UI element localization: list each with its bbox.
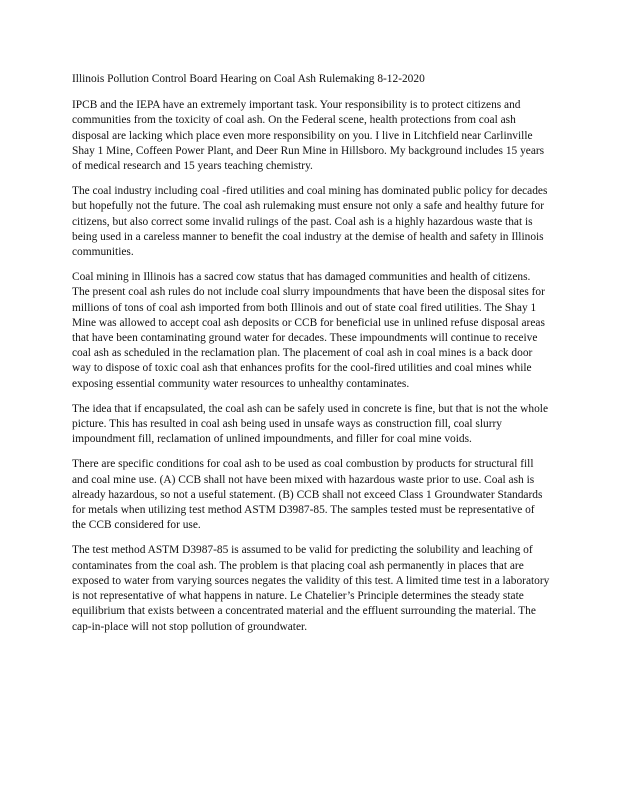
document-page [72,72,550,645]
paragraph-coal-industry: The coal industry including coal -fired utilities and coal mining has dominated public policy for decades but hopefully not the future. The coal ash rulemaking must ensure not only a safe and healthy future for citizens, but also correct some invalid rulings of the past. Coal ash is a highly hazardous waste that is being used in a careless manner to benefit the coal industry at the demise of health and safety in Illinois communities. [72,185,548,259]
paragraph-intro: IPCB and the IEPA have an extremely important task. Your responsibility is to protect citizens and communities from the toxicity of coal ash. On the Federal scene, health protections from coal ash disposal are lacking which place even more responsibility on you. I live in Litchfield near Carlinville Shay 1 Mine, Coffeen Power Plant, and Deer Run Mine in Hillsboro. My background includes 15 years of medical research and 15 years teaching chemistry. [72,99,545,173]
paragraph-conditions: There are specific conditions for coal ash to be used as coal combustion by products for structural fill and coal mine use. (A) CCB shall not have been mixed with hazardous waste prior to use. Coal ash is already hazardous, so not a useful statement. (B) CCB shall not exceed Class 1 Groundwater Standards for metals when utilizing test method ASTM D3987-85. The samples tested must be representative of the CCB considered for use. [72,458,543,532]
paragraph-encapsulation: The idea that if encapsulated, the coal ash can be safely used in concrete is fine, but that is not the whole picture. This has resulted in coal ash being used in unsafe ways as construction fill, coal slurry impoundment fill, reclamation of unlined impoundments, and filler for coal mine voids. [72,402,549,446]
document-title: Illinois Pollution Control Board Hearing on Coal Ash Rulemaking 8-12-2020 [72,73,425,85]
paragraph-test-method: The test method ASTM D3987-85 is assumed to be valid for predicting the solubility and leaching of contaminates from the coal ash. The problem is that placing coal ash permanently in places that are exposed to water from varying sources negates the validity of this test. A limited time test in a laboratory is not representative of what happens in nature. Le Chatelier’s Principle determines the steady state equilibrium that exists between a concentrated material and the effluent surrounding the material. The cap-in-place will not stop pollution of groundwater. [72,544,550,633]
paragraph-coal-mining: Coal mining in Illinois has a sacred cow status that has damaged communities and health of citizens. The present coal ash rules do not include coal slurry impoundments that have been the disposal sites for millions of tons of coal ash imported from both Illinois and out of state coal fired utilities. The Shay 1 Mine was allowed to accept coal ash deposits or CCB for beneficial use in unlined refuse disposal areas that have been contaminating ground water for decades. These impoundments will continue to receive coal ash as scheduled in the reclamation plan. The placement of coal ash in coal mines is a back door way to dispose of toxic coal ash that enhances profits for the cool-fired utilities and coal mines while exposing essential community water resources to unhealthy contaminates. [72,271,545,390]
